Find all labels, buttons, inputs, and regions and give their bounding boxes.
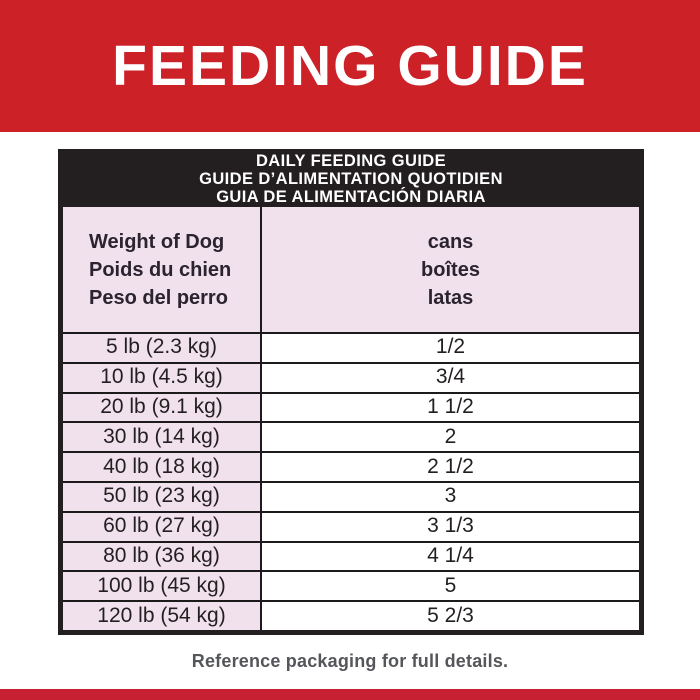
amount-cell: 1 1/2 — [262, 394, 639, 422]
weight-cell: 120 lb (54 kg) — [63, 602, 262, 630]
weight-cell: 50 lb (23 kg) — [63, 483, 262, 511]
amount-header-en: cans — [427, 230, 474, 253]
amount-cell: 3 1/3 — [262, 513, 639, 541]
banner-title: FEEDING GUIDE — [112, 34, 588, 98]
table-row — [63, 600, 639, 630]
amount-cell: 3 — [262, 483, 639, 511]
table-row — [63, 570, 639, 600]
table-row — [63, 332, 639, 362]
amount-cell: 1/2 — [262, 334, 639, 362]
weight-header-en: Weight of Dog — [89, 230, 225, 253]
table-row — [63, 392, 639, 422]
weight-cell: 40 lb (18 kg) — [63, 453, 262, 481]
footer-note: Reference packaging for full details. — [191, 651, 509, 671]
table-row — [63, 481, 639, 511]
weight-header-es: Peso del perro — [89, 286, 228, 309]
table-title-es: GUIA DE ALIMENTACIÓN DIARIA — [216, 188, 486, 206]
weight-cell: 5 lb (2.3 kg) — [63, 334, 262, 362]
weight-cell: 80 lb (36 kg) — [63, 543, 262, 571]
table-row — [63, 451, 639, 481]
amount-cell: 5 2/3 — [262, 602, 639, 630]
amount-cell: 4 1/4 — [262, 543, 639, 571]
feeding-guide-banner — [0, 0, 700, 132]
weight-header-fr: Poids du chien — [89, 258, 232, 281]
amount-cell: 5 — [262, 572, 639, 600]
amount-column-header — [262, 207, 639, 332]
amount-cell: 2 — [262, 423, 639, 451]
column-header-row — [63, 207, 639, 332]
table-title-fr: GUIDE D’ALIMENTATION QUOTIDIEN — [199, 170, 503, 188]
amount-header-fr: boîtes — [421, 258, 480, 281]
table-row — [63, 421, 639, 451]
weight-cell: 10 lb (4.5 kg) — [63, 364, 262, 392]
bottom-red-bar — [0, 689, 700, 700]
amount-header-es: latas — [427, 286, 474, 309]
table-title-en: DAILY FEEDING GUIDE — [255, 152, 447, 170]
weight-cell: 60 lb (27 kg) — [63, 513, 262, 541]
amount-cell: 2 1/2 — [262, 453, 639, 481]
table-title-band — [63, 149, 639, 207]
table-row — [63, 541, 639, 571]
weight-column-header — [63, 207, 262, 332]
weight-cell: 20 lb (9.1 kg) — [63, 394, 262, 422]
table-row — [63, 362, 639, 392]
feeding-table-body — [63, 332, 639, 630]
daily-feeding-table — [58, 149, 644, 635]
weight-cell: 30 lb (14 kg) — [63, 423, 262, 451]
table-row — [63, 511, 639, 541]
weight-cell: 100 lb (45 kg) — [63, 572, 262, 600]
amount-cell: 3/4 — [262, 364, 639, 392]
